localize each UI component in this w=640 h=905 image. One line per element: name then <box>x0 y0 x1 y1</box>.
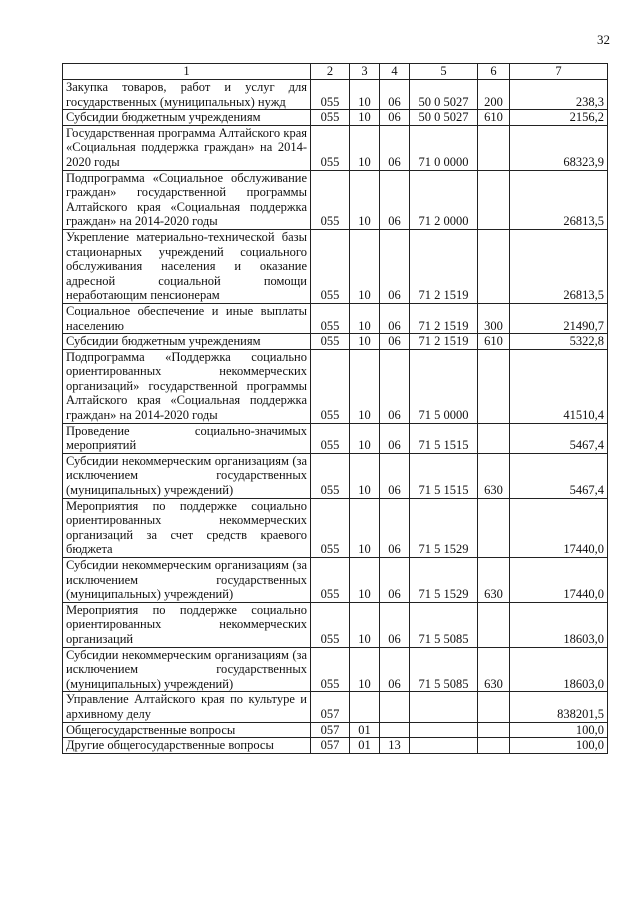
row-c5-cell: 71 5 1515 <box>410 423 478 453</box>
row-name-cell: Подпрограмма «Социальное обслуживание граждан» государственной программы Алтайского края «Социальная поддержка граждан» на 2014-2020 годы <box>63 170 311 229</box>
table-row <box>63 453 608 498</box>
row-c6-cell <box>478 125 510 170</box>
row-c6-cell <box>478 692 510 722</box>
row-c6-cell: 610 <box>478 110 510 126</box>
row-c5-cell: 71 5 0000 <box>410 349 478 423</box>
row-name-cell: Субсидии бюджетным учреждениям <box>63 334 311 350</box>
row-c4-cell: 06 <box>380 110 410 126</box>
header-cell: 5 <box>410 64 478 80</box>
row-name-cell: Социальное обеспечение и иные выплаты населению <box>63 303 311 333</box>
row-c4-cell: 06 <box>380 453 410 498</box>
row-c3-cell: 10 <box>350 125 380 170</box>
table-row <box>63 423 608 453</box>
row-c2-cell: 055 <box>311 125 350 170</box>
row-c3-cell: 01 <box>350 722 380 738</box>
row-name-cell: Закупка товаров, работ и услуг для государственных (муниципальных) нужд <box>63 80 311 110</box>
row-c2-cell: 055 <box>311 453 350 498</box>
row-c7-cell: 5467,4 <box>510 453 608 498</box>
row-c2-cell: 055 <box>311 558 350 603</box>
row-c5-cell: 71 5 1529 <box>410 498 478 557</box>
row-c6-cell <box>478 602 510 647</box>
row-name-cell: Другие общегосударственные вопросы <box>63 738 311 754</box>
row-c5-cell: 71 5 1529 <box>410 558 478 603</box>
row-c7-cell: 17440,0 <box>510 558 608 603</box>
header-cell: 6 <box>478 64 510 80</box>
row-c6-cell: 200 <box>478 80 510 110</box>
row-c7-cell: 5322,8 <box>510 334 608 350</box>
row-c2-cell: 055 <box>311 303 350 333</box>
row-c3-cell: 10 <box>350 423 380 453</box>
row-c7-cell: 68323,9 <box>510 125 608 170</box>
row-c4-cell: 06 <box>380 498 410 557</box>
row-c7-cell: 2156,2 <box>510 110 608 126</box>
row-c2-cell: 055 <box>311 423 350 453</box>
row-name-cell: Мероприятия по поддержке социально ориентированных некоммерческих организаций <box>63 602 311 647</box>
header-cell: 1 <box>63 64 311 80</box>
row-c2-cell: 055 <box>311 334 350 350</box>
row-c6-cell <box>478 170 510 229</box>
row-c6-cell: 630 <box>478 453 510 498</box>
row-name-cell: Субсидии некоммерческим организациям (за исключением государственных (муниципальных) учреждений) <box>63 647 311 692</box>
row-c4-cell: 06 <box>380 170 410 229</box>
header-cell: 3 <box>350 64 380 80</box>
table-row <box>63 334 608 350</box>
row-c2-cell: 055 <box>311 110 350 126</box>
row-c4-cell: 06 <box>380 303 410 333</box>
row-c3-cell: 10 <box>350 334 380 350</box>
row-c4-cell: 06 <box>380 602 410 647</box>
table-row <box>63 170 608 229</box>
row-c2-cell: 057 <box>311 692 350 722</box>
row-c7-cell: 26813,5 <box>510 229 608 303</box>
row-c3-cell: 10 <box>350 602 380 647</box>
row-c2-cell: 057 <box>311 722 350 738</box>
header-row <box>63 64 608 80</box>
row-c3-cell: 10 <box>350 229 380 303</box>
row-c6-cell <box>478 738 510 754</box>
row-c3-cell: 10 <box>350 349 380 423</box>
table-row <box>63 110 608 126</box>
row-c7-cell: 17440,0 <box>510 498 608 557</box>
table-row <box>63 738 608 754</box>
row-name-cell: Проведение социально-значимых мероприятий <box>63 423 311 453</box>
row-c4-cell: 06 <box>380 558 410 603</box>
table-row <box>63 647 608 692</box>
row-c3-cell: 10 <box>350 647 380 692</box>
row-name-cell: Общегосударственные вопросы <box>63 722 311 738</box>
row-c6-cell <box>478 229 510 303</box>
row-c2-cell: 055 <box>311 498 350 557</box>
row-c4-cell <box>380 722 410 738</box>
row-c6-cell <box>478 722 510 738</box>
row-c3-cell: 10 <box>350 170 380 229</box>
row-c7-cell: 100,0 <box>510 738 608 754</box>
row-c2-cell: 055 <box>311 80 350 110</box>
table-row <box>63 722 608 738</box>
row-c4-cell: 13 <box>380 738 410 754</box>
row-c2-cell: 055 <box>311 170 350 229</box>
row-c3-cell: 10 <box>350 303 380 333</box>
row-c5-cell <box>410 738 478 754</box>
row-c2-cell: 055 <box>311 647 350 692</box>
table-row <box>63 498 608 557</box>
row-c3-cell: 10 <box>350 110 380 126</box>
row-c7-cell: 21490,7 <box>510 303 608 333</box>
row-c5-cell: 50 0 5027 <box>410 110 478 126</box>
table-row <box>63 602 608 647</box>
row-c5-cell: 71 0 0000 <box>410 125 478 170</box>
row-c6-cell: 610 <box>478 334 510 350</box>
row-c2-cell: 055 <box>311 602 350 647</box>
row-c3-cell: 10 <box>350 558 380 603</box>
row-c6-cell <box>478 423 510 453</box>
row-c4-cell: 06 <box>380 125 410 170</box>
row-c5-cell: 71 2 1519 <box>410 334 478 350</box>
row-c4-cell: 06 <box>380 80 410 110</box>
row-c3-cell: 10 <box>350 453 380 498</box>
row-name-cell: Государственная программа Алтайского края «Социальная поддержка граждан» на 2014-2020 годы <box>63 125 311 170</box>
row-c7-cell: 100,0 <box>510 722 608 738</box>
table-row <box>63 125 608 170</box>
row-name-cell: Субсидии некоммерческим организациям (за исключением государственных (муниципальных) учреждений) <box>63 558 311 603</box>
row-c3-cell <box>350 692 380 722</box>
budget-table <box>62 63 608 754</box>
header-cell: 4 <box>380 64 410 80</box>
row-c4-cell: 06 <box>380 334 410 350</box>
row-c3-cell: 10 <box>350 80 380 110</box>
row-name-cell: Укрепление материально-технической базы стационарных учреждений социального обслуживания населения и оказание адресной социальной помощи неработающим пенсионерам <box>63 229 311 303</box>
row-c5-cell: 71 2 1519 <box>410 229 478 303</box>
row-c5-cell: 71 5 1515 <box>410 453 478 498</box>
row-c7-cell: 838201,5 <box>510 692 608 722</box>
row-name-cell: Управление Алтайского края по культуре и архивному делу <box>63 692 311 722</box>
row-c5-cell <box>410 692 478 722</box>
row-c6-cell <box>478 498 510 557</box>
row-c5-cell: 71 5 5085 <box>410 602 478 647</box>
row-c6-cell: 300 <box>478 303 510 333</box>
row-c6-cell: 630 <box>478 647 510 692</box>
row-name-cell: Подпрограмма «Поддержка социально ориентированных некоммерческих организаций» государственной программы Алтайского края «Социальная поддержка граждан» на 2014-2020 годы <box>63 349 311 423</box>
row-c2-cell: 057 <box>311 738 350 754</box>
row-c2-cell: 055 <box>311 349 350 423</box>
row-c4-cell: 06 <box>380 647 410 692</box>
row-c4-cell: 06 <box>380 229 410 303</box>
row-c4-cell <box>380 692 410 722</box>
row-c2-cell: 055 <box>311 229 350 303</box>
row-c7-cell: 238,3 <box>510 80 608 110</box>
row-c7-cell: 26813,5 <box>510 170 608 229</box>
table-row <box>63 349 608 423</box>
table-row <box>63 692 608 722</box>
row-c5-cell: 71 5 5085 <box>410 647 478 692</box>
table-row <box>63 303 608 333</box>
row-c5-cell: 71 2 0000 <box>410 170 478 229</box>
row-c3-cell: 01 <box>350 738 380 754</box>
row-c7-cell: 18603,0 <box>510 647 608 692</box>
row-c5-cell: 50 0 5027 <box>410 80 478 110</box>
header-cell: 7 <box>510 64 608 80</box>
row-name-cell: Субсидии бюджетным учреждениям <box>63 110 311 126</box>
row-c7-cell: 41510,4 <box>510 349 608 423</box>
page-number: 32 <box>597 32 610 47</box>
row-c4-cell: 06 <box>380 423 410 453</box>
row-c7-cell: 5467,4 <box>510 423 608 453</box>
row-c7-cell: 18603,0 <box>510 602 608 647</box>
row-c6-cell: 630 <box>478 558 510 603</box>
table-row <box>63 229 608 303</box>
header-cell: 2 <box>311 64 350 80</box>
row-name-cell: Субсидии некоммерческим организациям (за исключением государственных (муниципальных) учреждений) <box>63 453 311 498</box>
table-row <box>63 80 608 110</box>
row-c5-cell: 71 2 1519 <box>410 303 478 333</box>
row-c5-cell <box>410 722 478 738</box>
row-c4-cell: 06 <box>380 349 410 423</box>
row-c3-cell: 10 <box>350 498 380 557</box>
table-row <box>63 558 608 603</box>
row-c6-cell <box>478 349 510 423</box>
row-name-cell: Мероприятия по поддержке социально ориентированных некоммерческих организаций за счет средств краевого бюджета <box>63 498 311 557</box>
